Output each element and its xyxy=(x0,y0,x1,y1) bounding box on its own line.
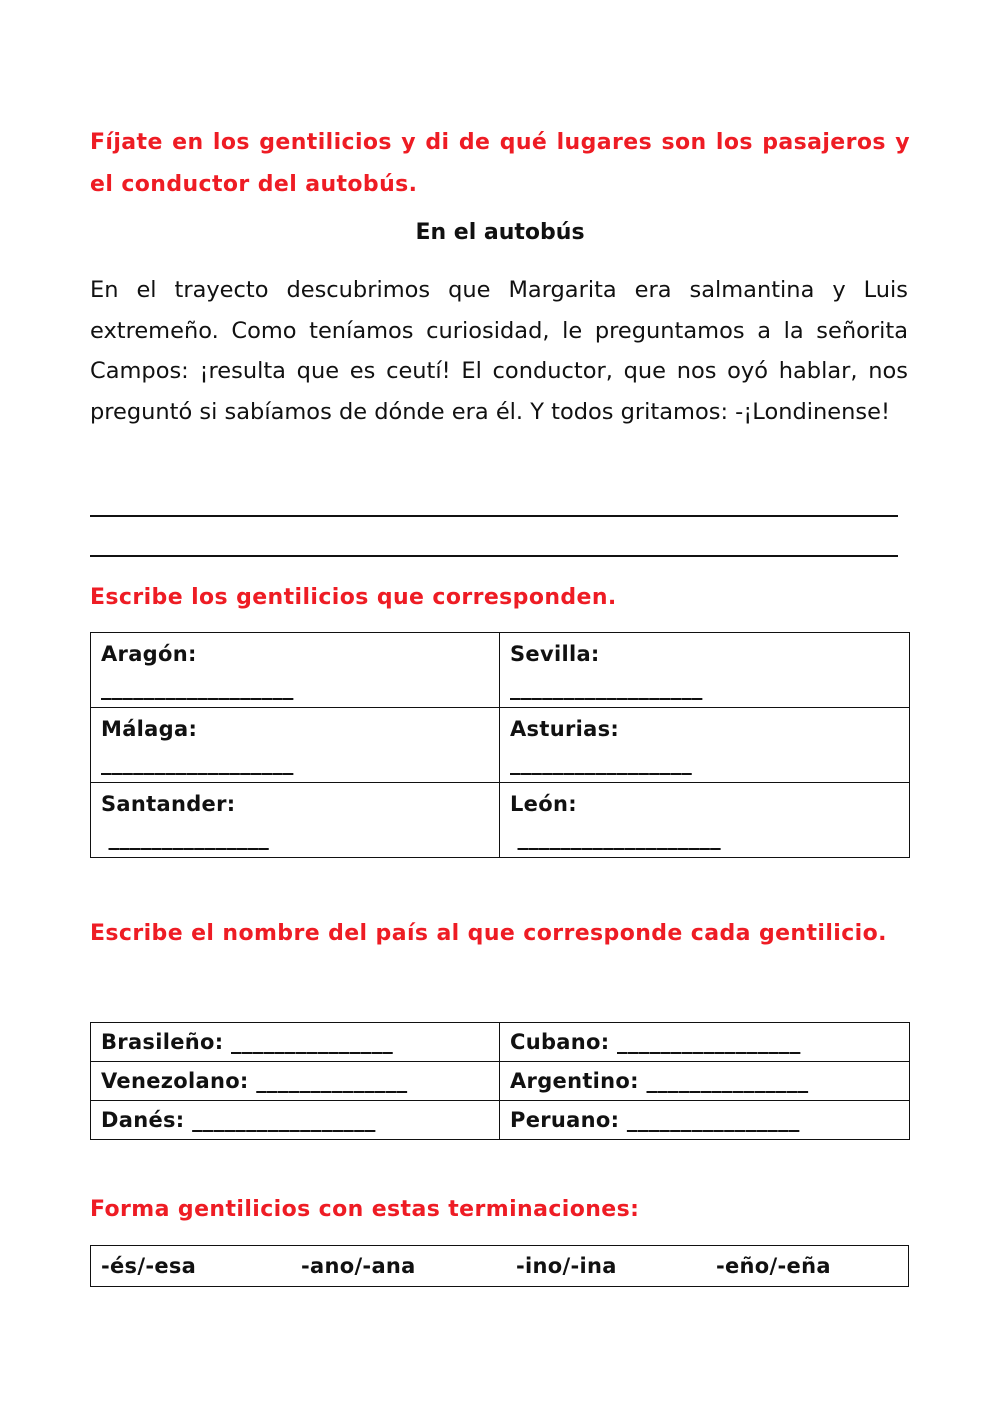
answer-blank[interactable]: __________________ xyxy=(101,751,294,775)
instruction-suffixes: Forma gentilicios con estas terminaciones: xyxy=(90,1197,640,1222)
table-row xyxy=(91,1062,910,1101)
place-cell[interactable] xyxy=(500,783,910,858)
suffix-ino-ina: -ino/-ina xyxy=(516,1254,617,1278)
place-cell[interactable] xyxy=(91,633,500,708)
story-title: En el autobús xyxy=(415,220,585,245)
table-row xyxy=(91,708,910,783)
table-row xyxy=(91,1023,910,1062)
instruction-demonyms: Escribe los gentilicios que corresponden. xyxy=(90,585,617,610)
instruction-countries: Escribe el nombre del país al que corresponde cada gentilicio. xyxy=(90,921,887,946)
table-row xyxy=(91,783,910,858)
table-row xyxy=(91,1246,909,1287)
place-label: Asturias: xyxy=(510,717,620,741)
suffixes-cell xyxy=(91,1246,909,1287)
place-label: Santander: xyxy=(101,792,236,816)
place-label: Sevilla: xyxy=(510,642,600,666)
story-text: En el trayecto descubrimos que Margarita era salmantina y Luis extremeño. Como teníamos curiosidad, le preguntamos a la señorita Campos: ¡resulta que es ceutí! El conductor, que nos oyó hablar, nos preguntó si sabíamos de dónde era él. Y todos gritamos: -¡Londinense! xyxy=(90,277,908,425)
suffix-ano-ana: -ano/-ana xyxy=(301,1254,416,1278)
country-cell[interactable]: Cubano: _________________ xyxy=(500,1023,910,1062)
answer-blank[interactable]: _______________ xyxy=(101,826,270,850)
suffix-es-esa: -és/-esa xyxy=(101,1254,197,1278)
suffixes-table xyxy=(90,1245,909,1287)
country-cell[interactable]: Brasileño: _______________ xyxy=(91,1023,500,1062)
places-table xyxy=(90,632,910,858)
table-row xyxy=(91,633,910,708)
country-cell[interactable]: Danés: _________________ xyxy=(91,1101,500,1140)
place-label: Málaga: xyxy=(101,717,198,741)
country-cell[interactable]: Argentino: _______________ xyxy=(500,1062,910,1101)
place-cell[interactable] xyxy=(91,783,500,858)
place-cell[interactable] xyxy=(500,708,910,783)
country-cell[interactable]: Peruano: ________________ xyxy=(500,1101,910,1140)
place-label: León: xyxy=(510,792,577,816)
answer-line-2[interactable] xyxy=(90,555,898,557)
answer-blank[interactable]: __________________ xyxy=(510,676,703,700)
place-cell[interactable] xyxy=(91,708,500,783)
answer-line-1[interactable] xyxy=(90,515,898,517)
table-row xyxy=(91,1101,910,1140)
place-label: Aragón: xyxy=(101,642,197,666)
answer-blank[interactable]: __________________ xyxy=(101,676,294,700)
countries-table xyxy=(90,1022,910,1140)
country-cell[interactable]: Venezolano: ______________ xyxy=(91,1062,500,1101)
answer-blank[interactable]: ___________________ xyxy=(510,826,721,850)
suffix-eno-ena: -eño/-eña xyxy=(716,1254,831,1278)
place-cell[interactable] xyxy=(500,633,910,708)
instruction-passengers: Fíjate en los gentilicios y di de qué lugares son los pasajeros y el conductor del autobús. xyxy=(90,130,910,197)
answer-blank[interactable]: _________________ xyxy=(510,751,692,775)
